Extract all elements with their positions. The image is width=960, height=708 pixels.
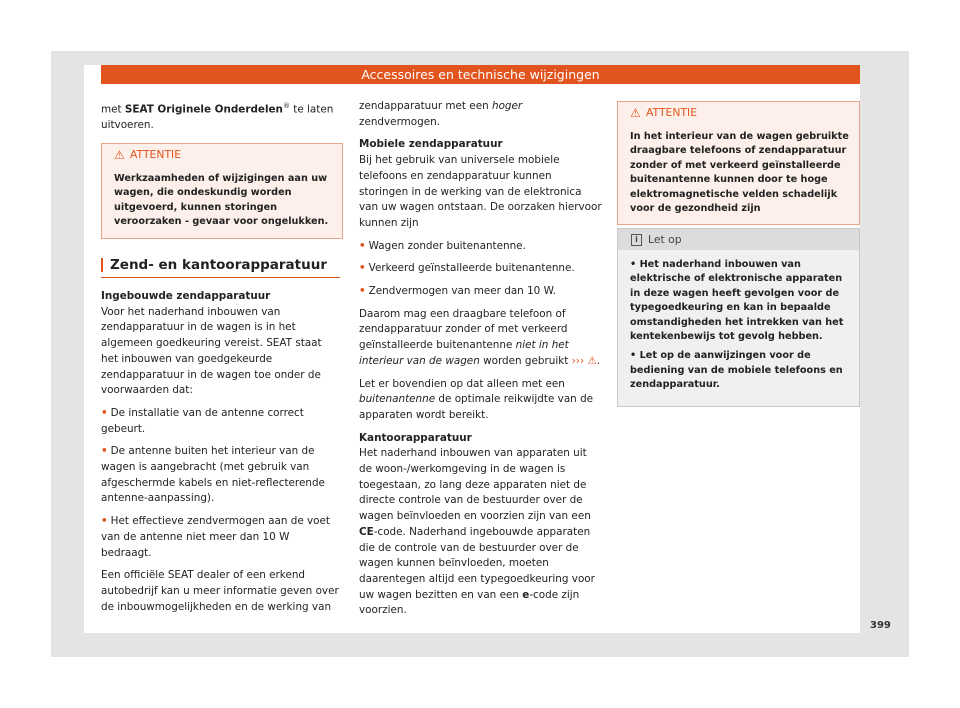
column-1-body [101,289,341,622]
arrows-icon[interactable]: ››› [571,354,585,367]
warning-box-1 [101,143,343,239]
list-item: • Verkeerd geïnstalleerde buitenantenne. [359,262,575,275]
e-mark: e [522,588,530,601]
note-header: i Let op [618,229,859,250]
info-icon: i [631,234,642,246]
section-title: Zend- en kantoorapparatuur [101,257,327,273]
paragraph: Het naderhand inbouwen van apparaten uit de woon-/werkomgeving in de wagen is toegestaan, zo lang deze apparaten niet de directe controle van de bestuurder over de wagen beïnvloeden en voorzien zijn van een CE-code. Naderhand ingebouwde apparaten die de controle van de bestuurder over de wagen kunnen beïnvloeden, moeten daarentegen altijd een typegoedkeuring voor uw wagen bezitten en van een e-code zijn voorzien. [359,447,595,617]
paragraph: Bij het gebruik van universele mobiele telefoons en zendapparatuur kunnen storingen in de werking van de elektronica van uw wagen ontstaan. De oorzaken hiervoor kunnen zijn [359,154,602,229]
note-box [617,228,860,407]
intro-text: met SEAT Originele Onderdelen® te laten uitvoeren. [101,102,334,132]
warning-triangle-icon: ⚠ [587,354,597,367]
note-body [618,250,859,406]
list-item: • De installatie van de antenne correct gebeurt. [101,406,304,435]
paragraph: zendapparatuur met een hoger zendvermogen. [359,100,523,128]
section-divider [101,277,340,278]
paragraph: Let er bovendien op dat alleen met een buitenantenne de optimale reikwijdte van de apparaten wordt bereikt. [359,377,594,421]
subheading-mobiele: Mobiele zendapparatuur [359,138,503,151]
warning-box-2 [617,101,860,225]
column-1 [101,99,341,141]
subheading-kantoor: Kantoorapparatuur [359,431,472,444]
warning-header: ⚠ ATTENTIE [618,102,859,124]
list-item: • Zendvermogen van meer dan 10 W. [359,285,556,298]
warning-text: Werkzaamheden of wijzigingen aan uw wagen, die ondeskundig worden uitgevoerd, kunnen storingen veroorzaken - gevaar voor ongelukken. [114,173,329,228]
page-number: 399 [870,620,891,631]
warning-header: ⚠ ATTENTIE [102,144,342,166]
list-item: • Wagen zonder buitenantenne. [359,239,526,252]
list-item: • Let op de aanwijzingen voor de bediening van de mobiele telefoons en zendapparatuur. [630,350,843,391]
paragraph: Een officiële SEAT dealer of een erkend autobedrijf kan u meer informatie geven over de inbouwmogelijkheden en de werking van [101,569,339,613]
paragraph: Voor het naderhand inbouwen van zendapparatuur in de wagen is in het algemeen goedkeuring vereist. SEAT staat het inbouwen van goedgekeurde zendapparatuur in de wagen toe onder de voorwaarden dat: [101,305,322,397]
list-item: • De antenne buiten het interieur van de wagen is aangebracht (met gebruik van afgeschermde kabels en niet-reflecterende antenne-aanpassing). [101,445,325,505]
column-2 [359,99,602,626]
warning-text: In het interieur van de wagen gebruikte draagbare telefoons of zendapparatuur zonder of met verkeerd geïnstalleerde buitenantenne kunnen door te hoge elektromagnetische velden schadelijk voor de gezondheid zijn [630,131,849,215]
subheading-ingebouwde: Ingebouwde zendapparatuur [101,290,271,302]
warning-triangle-icon: ⚠ [630,106,641,120]
ce-mark: CE [359,525,374,538]
list-item: • Het effectieve zendvermogen aan de voet van de antenne niet meer dan 10 W bedraagt. [101,515,330,559]
list-item: • Het naderhand inbouwen van elektrische of elektronische apparaten in deze wagen heeft gevolgen voor de typegoedkeuring en kan in bepaalde omstandigheden het intrekken van het kentekenbewijs tot gevolg hebben. [630,259,844,343]
page-header: Accessoires en technische wijzigingen [101,65,860,84]
warning-triangle-icon: ⚠ [114,148,125,162]
paragraph: Daarom mag een draagbare telefoon of zendapparatuur zonder of met verkeerd geïnstalleerde buitenantenne niet in het interieur van de wagen worden gebruikt ››› ⚠. [359,307,601,367]
